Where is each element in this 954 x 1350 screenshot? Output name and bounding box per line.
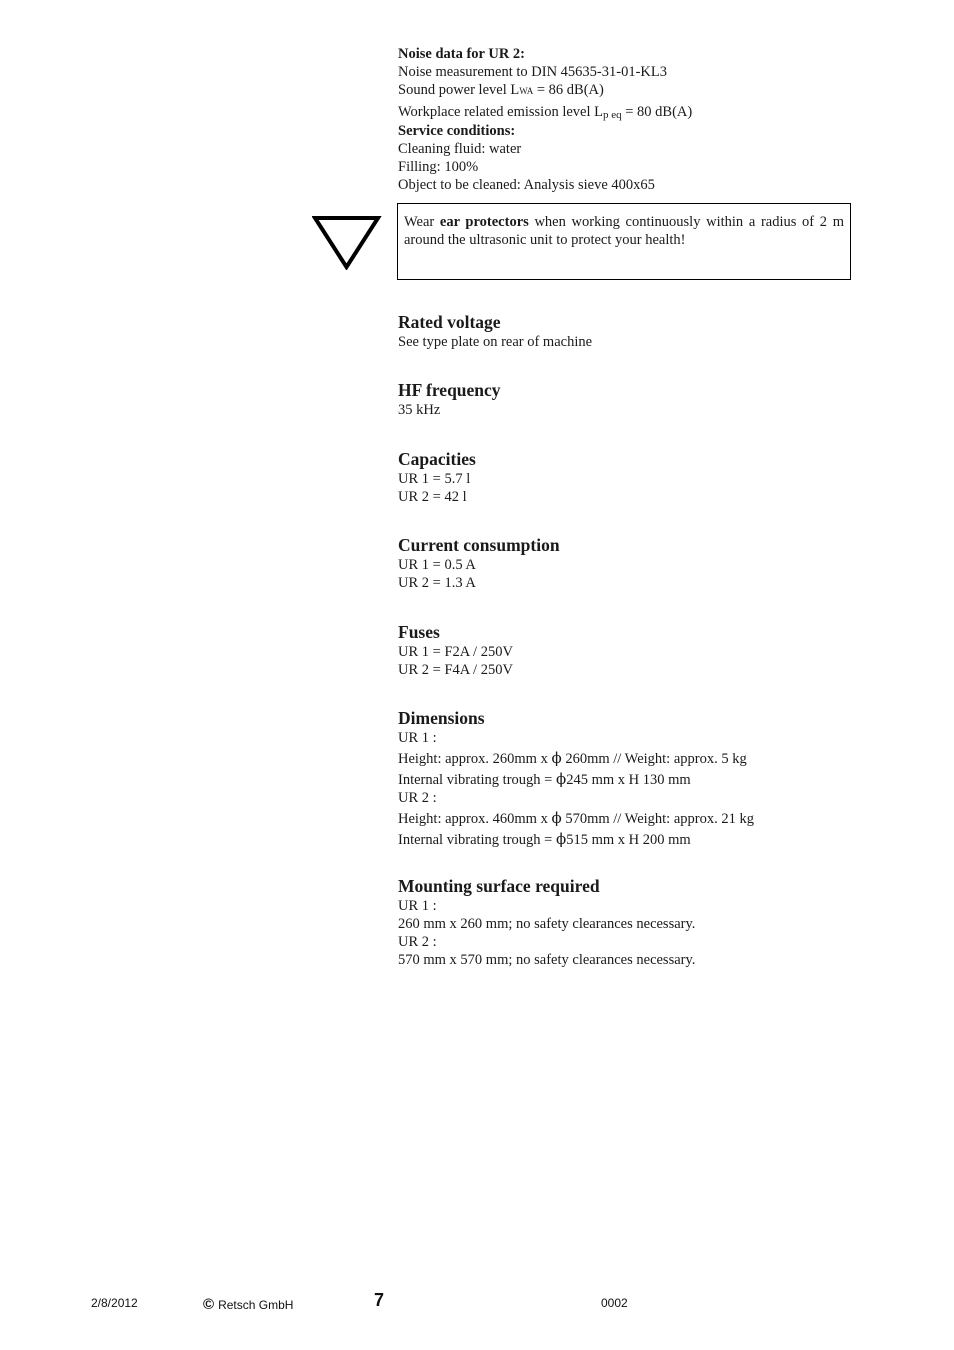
mounting-heading: Mounting surface required [398,876,600,896]
mounting-section [398,875,858,969]
mounting-ur2-label: UR 2 : [398,934,437,950]
dimensions-ur1-label: UR 1 : [398,730,437,746]
current-heading: Current consumption [398,535,560,555]
warning-emphasis: ear protectors [439,214,529,230]
noise-measurement: Noise measurement to DIN 45635-31-01-KL3 [398,64,667,80]
dimensions-ur2-height: Height: approx. 460mm x ϕ 570mm // Weight: approx. 21 kg [398,809,754,827]
service-object: Object to be cleaned: Analysis sieve 400x65 [398,177,655,193]
rated-voltage-section [398,311,858,351]
rated-voltage-heading: Rated voltage [398,312,501,332]
copyright-icon: © [203,1296,215,1313]
warning-triangle-icon [312,214,382,270]
capacities-heading: Capacities [398,449,476,469]
fuses-ur1: UR 1 = F2A / 250V [398,644,513,660]
page-number: 7 [374,1290,385,1310]
noise-section [398,45,858,194]
service-fluid: Cleaning fluid: water [398,141,522,157]
footer-code: 0002 [601,1296,628,1310]
phi-symbol: ϕ [551,749,562,767]
rated-voltage-text: See type plate on rear of machine [398,334,593,350]
mounting-ur2-text: 570 mm x 570 mm; no safety clearances necessary. [398,952,696,968]
fuses-heading: Fuses [398,622,440,642]
dimensions-ur2-trough: Internal vibrating trough = ϕ515 mm x H 200 mm [398,830,691,848]
service-filling: Filling: 100% [398,159,479,175]
footer-date: 2/8/2012 [91,1296,138,1310]
dimensions-heading: Dimensions [398,708,485,728]
capacities-section [398,448,858,506]
hf-frequency-section [398,379,858,419]
current-ur2: UR 2 = 1.3 A [398,575,476,591]
phi-symbol: ϕ [551,809,562,827]
hf-frequency-heading: HF frequency [398,380,501,400]
fuses-ur2: UR 2 = F4A / 250V [398,662,513,678]
workplace-emission-level: Workplace related emission level Lp eq = 80 dB(A) [398,104,693,121]
service-title: Service conditions: [398,123,516,139]
mounting-ur1-label: UR 1 : [398,898,437,914]
sound-power-level: Sound power level LWA = 86 dB(A) [398,82,604,98]
warning-box: Wear ear protectors when working continuously within a radius of 2 m around the ultrasonic unit to protect your health! [397,203,851,280]
mounting-ur1-text: 260 mm x 260 mm; no safety clearances necessary. [398,916,696,932]
phi-symbol: ϕ [555,830,567,848]
footer-copyright [203,1296,293,1313]
dimensions-ur1-height: Height: approx. 260mm x ϕ 260mm // Weight: approx. 5 kg [398,749,747,767]
dimensions-ur2-label: UR 2 : [398,790,437,806]
capacities-ur1: UR 1 = 5.7 l [398,471,471,487]
capacities-ur2: UR 2 = 42 l [398,489,467,505]
current-section [398,534,858,592]
dimensions-section [398,707,858,849]
footer-company: Retsch GmbH [218,1298,294,1312]
noise-title: Noise data for UR 2: [398,46,525,62]
phi-symbol: ϕ [555,770,567,788]
current-ur1: UR 1 = 0.5 A [398,557,476,573]
hf-frequency-text: 35 kHz [398,402,441,418]
fuses-section [398,621,858,679]
dimensions-ur1-trough: Internal vibrating trough = ϕ245 mm x H 130 mm [398,770,691,788]
